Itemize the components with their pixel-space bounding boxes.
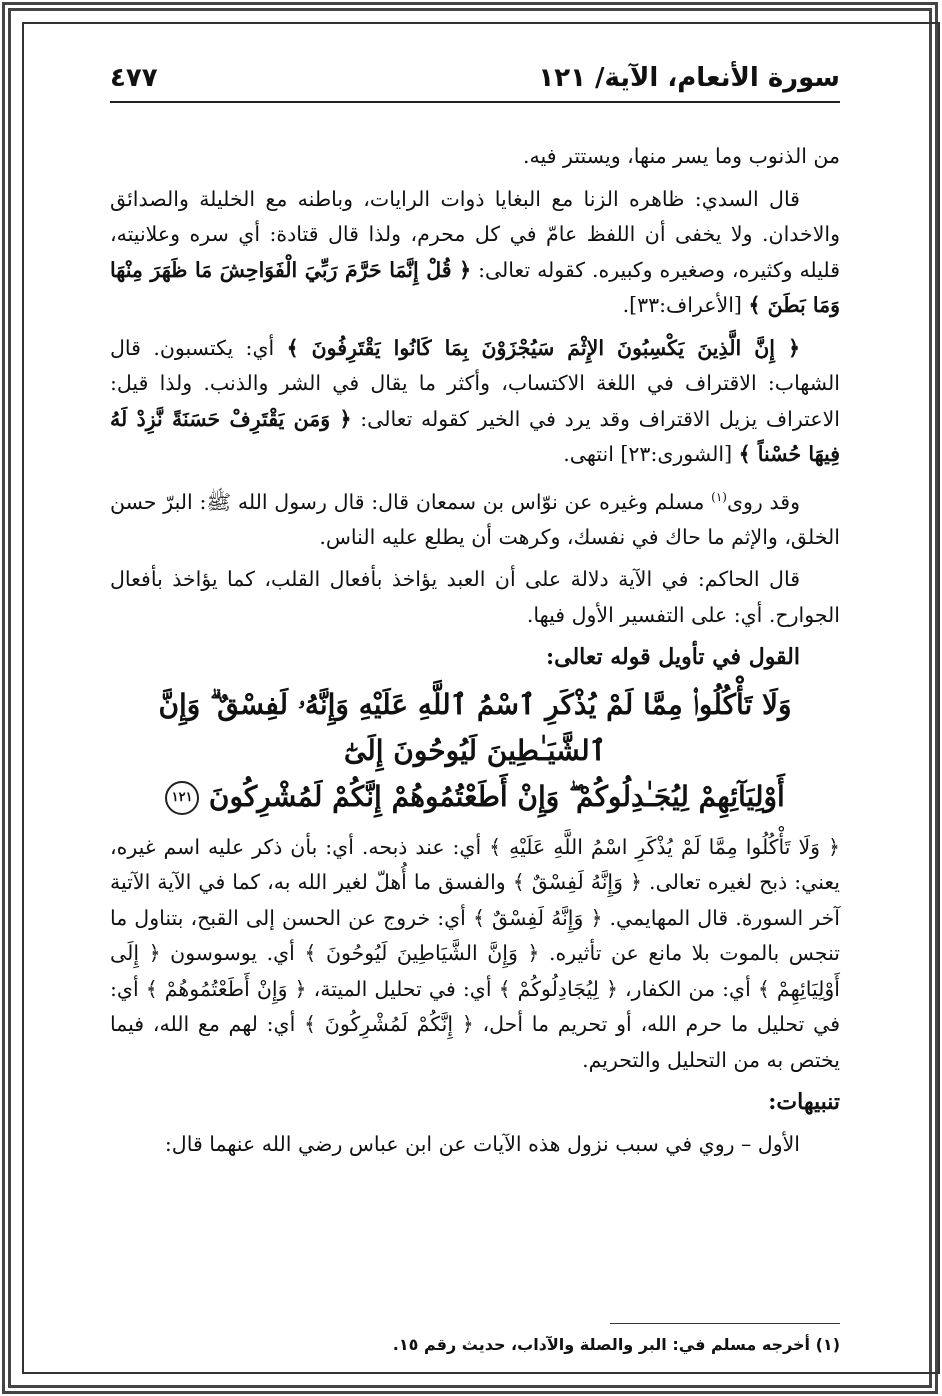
verse-line-2: [110, 774, 840, 820]
citation: [الأعراف:٣٣].: [622, 293, 742, 317]
quran-quote: ﴿ قُلْ إِنَّمَا حَرَّمَ رَبِّيَ الْفَوَاحِشَ مَا ظَهَرَ مِنْهَا وَمَا بَطَنَ ﴾: [110, 257, 840, 317]
paragraph-3-text: أي: يكتسبون. قال الشهاب: الاقتراف في اللغة الاكتساب، وأكثر ما يقال في الشر والذنب. ولذا قيل: الاعتراف يزيل الاقتراف وقد يرد في الخير كقوله تعالى:: [110, 335, 840, 431]
surah-title: سورة الأنعام، الآية/ ١٢١: [538, 63, 840, 93]
paragraph-6: ﴿ وَلَا تَأْكُلُوا مِمَّا لَمْ يُذْكَرِ اسْمُ اللَّهِ عَلَيْهِ ﴾ أي: عند ذبحه. أي: بأن ذكر عليه اسم غيره، يعني: ذبح لغيره تعالى. ﴿ وَإِنَّهُ لَفِسْقٌ ﴾ والفسق ما أُهلّ لغير الله به، كما في الآية الآتية آخر السورة. قال المهايمي. ﴿ وَإِنَّهُ لَفِسْقٌ ﴾ أي: خروج عن الحسن إلى القبح، بتناول ما تنجس بالموت بلا مانع عن تأثيره. ﴿ وَإِنَّ الشَّيَاطِينَ لَيُوحُونَ ﴾ أي. يوسوسون ﴿ إِلَى أَوْلِيَائِهِمْ ﴾ أي: من الكفار، ﴿ لِيُجَادِلُوكُمْ ﴾ أي: في تحليل الميتة، ﴿ وَإِنْ أَطَعْتُمُوهُمْ ﴾ أي: في تحليل ما حرم الله، أو تحريم ما أحل، ﴿ إِنَّكُمْ لَمُشْرِكُونَ ﴾ أي: لهم مع الله، فيما يختص به من التحليل والتحريم.: [110, 834, 840, 1072]
paragraph-1: من الذنوب وما يسر منها، ويستتر فيه.: [523, 144, 840, 168]
quran-verse-block: [110, 682, 840, 820]
ayah-number-marker: ١٢١: [165, 781, 199, 815]
paragraph-4-text-b: مسلم وغيره عن نوّاس بن سمعان قال: قال رسول الله ﷺ: البرّ حسن الخلق، والإثم ما حاك في نفسك، وكرهت أن يطلع عليه الناس.: [110, 489, 840, 549]
paragraph-3: [110, 331, 840, 473]
verse-line-2-text: أَوْلِيَآئِهِمْ لِيُجَـٰدِلُوكُمْ ۖ وَإِنْ أَطَعْتُمُوهُمْ إِنَّكُمْ لَمُشْرِكُونَ: [208, 779, 785, 813]
section-heading: القول في تأويل قوله تعالى:: [546, 644, 800, 671]
paragraph-2: [110, 182, 840, 324]
footnote: (١) أخرجه مسلم في: البر والصلة والآداب، حديث رقم ١٥.: [392, 1335, 840, 1354]
verse-line-1: وَلَا تَأْكُلُوا۟ مِمَّا لَمْ يُذْكَرِ ٱسْمُ ٱللَّهِ عَلَيْهِ وَإِنَّهُۥ لَفِسْقٌ ۗ وَإِنَّ ٱلشَّيَـٰطِينَ لَيُوحُونَ إِلَىٰٓ: [158, 687, 792, 767]
section-heading-2: تنبيهات:: [768, 1089, 840, 1116]
running-header: [110, 55, 840, 103]
quran-quote: ﴿ إِنَّ الَّذِينَ يَكْسِبُونَ الإِثْمَ سَيُجْزَوْنَ بِمَا كَانُوا يَقْتَرِفُونَ ﴾: [286, 335, 800, 360]
footnote-divider: [610, 1323, 840, 1324]
footnote-marker: (١): [711, 489, 727, 504]
paragraph-2-text: قال السدي: ظاهره الزنا مع البغايا ذوات الرايات، وباطنه مع الخليلة والصدائق والاخدان. ولا يخفى أن اللفظ عامّ في كل محرم، ولذا قال قتادة: أي سره وعلانيته، قليله وكثيره، وصغيره وكبيره. كقوله تعالى:: [110, 186, 840, 282]
paragraph-4: [110, 480, 840, 556]
body-text: [110, 139, 840, 1169]
quran-quote: ﴿ وَمَن يَقْتَرِفْ حَسَنَةً نَّزِدْ لَهُ فِيهَا حُسْناً ﴾: [110, 406, 840, 466]
paragraph-7: الأول – روي في سبب نزول هذه الآيات عن ابن عباس رضي الله عنهما قال:: [164, 1131, 800, 1156]
page-content: [110, 55, 840, 1365]
paragraph-5: قال الحاكم: في الآية دلالة على أن العبد يؤاخذ بأفعال القلب، كما يؤاخذ بأفعال الجوارح. أي: على التفسير الأول فيها.: [110, 567, 840, 627]
page-number: ٤٧٧: [110, 63, 158, 93]
paragraph-4-text-a: وقد روى: [726, 489, 800, 514]
citation: [الشورى:٢٣] انتهى.: [563, 442, 733, 466]
